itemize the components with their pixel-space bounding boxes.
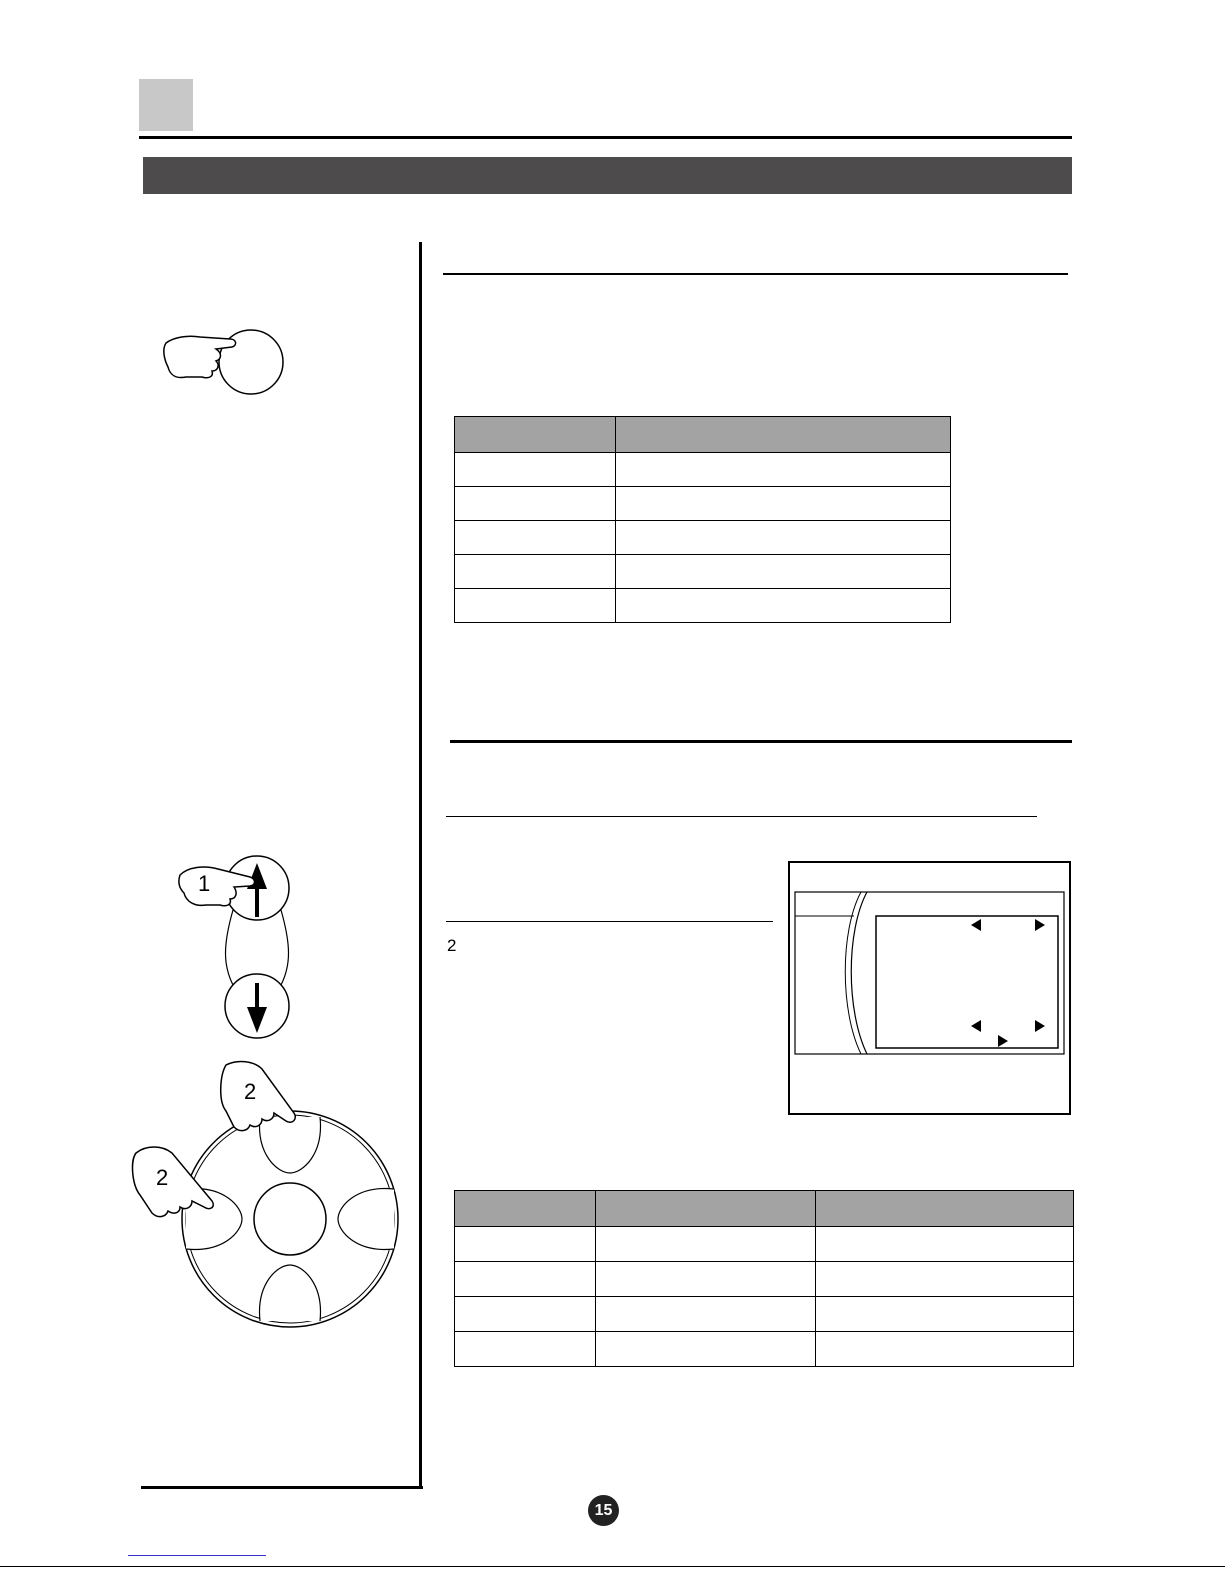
step-number-1: 1	[198, 871, 211, 896]
column-divider	[419, 242, 422, 1489]
footer-rule	[0, 1566, 1225, 1567]
table-row	[455, 487, 951, 521]
osd-submenu-panel	[876, 916, 1058, 1048]
settings-table-1	[454, 416, 951, 623]
table-row	[455, 1227, 1074, 1262]
ok-button-icon	[254, 1183, 326, 1255]
table-row	[455, 1332, 1074, 1367]
table-row	[455, 521, 951, 555]
subsection-rule-1	[443, 273, 1068, 275]
section-title-bar	[143, 157, 1072, 194]
step-marker: 2	[447, 936, 457, 955]
press-button-illustration	[160, 325, 290, 400]
table-row	[455, 1262, 1074, 1297]
step-number-2-left: 2	[156, 1165, 169, 1190]
table1-header-col2	[616, 417, 951, 453]
table-row	[455, 589, 951, 623]
table2-header-col2	[596, 1191, 816, 1227]
subsection-rule-2	[450, 740, 1072, 743]
page-number-badge: 15	[588, 1495, 619, 1526]
table2-header-col1	[455, 1191, 596, 1227]
subsection-rule-4	[446, 921, 773, 922]
table-row	[455, 555, 951, 589]
navigation-ring-illustration	[128, 1055, 403, 1335]
settings-table-2	[454, 1190, 1074, 1367]
chapter-marker-box	[139, 79, 193, 131]
table-row	[455, 453, 951, 487]
updown-buttons-illustration	[178, 855, 298, 1045]
table2-header-col3	[816, 1191, 1074, 1227]
osd-menu-diagram	[788, 861, 1072, 1117]
pointing-hand-icon	[221, 1062, 296, 1131]
table-row	[455, 1297, 1074, 1332]
table1-header-col1	[455, 417, 616, 453]
footer-link-underline[interactable]	[128, 1555, 266, 1556]
step-number-2-top: 2	[244, 1079, 257, 1104]
header-rule	[139, 136, 1072, 139]
left-column-bottom-rule	[141, 1486, 423, 1489]
subsection-rule-3	[446, 816, 1037, 817]
